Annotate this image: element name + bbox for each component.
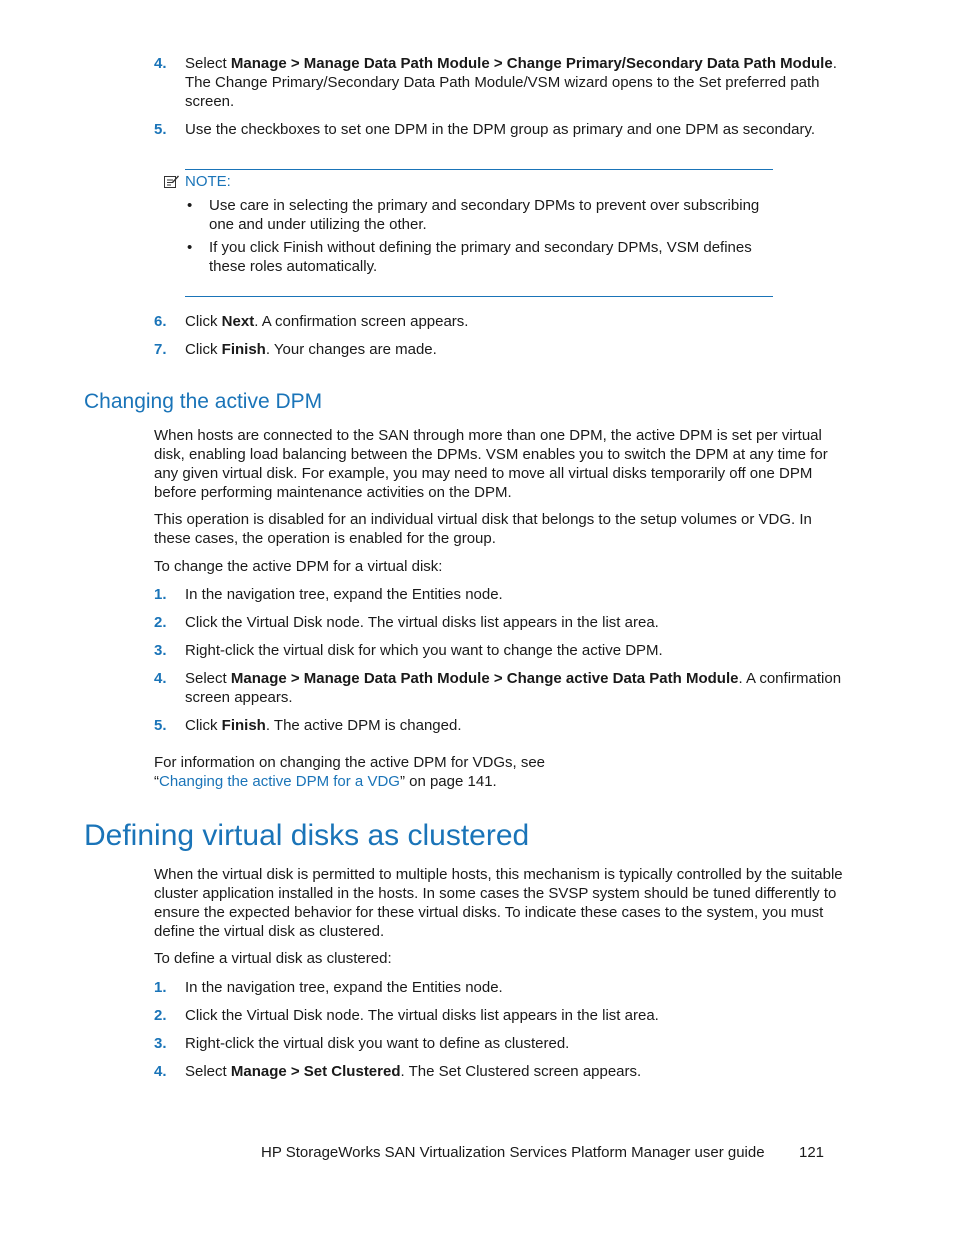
- cross-reference-link[interactable]: Changing the active DPM for a VDG: [159, 773, 400, 790]
- step-number: 7.: [154, 341, 167, 358]
- paragraph: When hosts are connected to the SAN through more than one DPM, the active DPM is set per virtual disk, enabling load balancing between the DPMs. VSM enables you to switch the DPM at any time for any given virtual disk. For example, you may need to move all virtual disks temporarily off one DPM before performing maintenance activities on the DPM.: [154, 427, 828, 501]
- footer-title: HP StorageWorks SAN Virtualization Services Platform Manager user guide: [261, 1144, 765, 1161]
- step-text: Use the checkboxes to set one DPM in the DPM group as primary and one DPM as secondary.: [185, 121, 816, 138]
- step-text: Right-click the virtual disk for which you want to change the active DPM.: [185, 642, 663, 659]
- step-text: Right-click the virtual disk you want to define as clustered.: [185, 1035, 570, 1052]
- step-text: In the navigation tree, expand the Entities node.: [185, 979, 503, 996]
- step-number: 5.: [154, 121, 167, 138]
- step-number: 3.: [154, 642, 167, 659]
- note-icon: [163, 173, 179, 189]
- step-number: 4.: [154, 670, 167, 687]
- step-text: Click Finish. The active DPM is changed.: [185, 717, 462, 734]
- step-number: 3.: [154, 1035, 167, 1052]
- paragraph: To change the active DPM for a virtual disk:: [154, 558, 443, 575]
- note-top-rule: [185, 169, 773, 170]
- step-number: 2.: [154, 1007, 167, 1024]
- step-text: Click Finish. Your changes are made.: [185, 341, 437, 358]
- page-number: 121: [799, 1144, 825, 1161]
- bullet-text: Use care in selecting the primary and secondary DPMs to prevent over subscribing one and under utilizing the other.: [209, 197, 760, 233]
- step-number: 6.: [154, 313, 167, 330]
- bullet-dot: •: [187, 239, 193, 256]
- step-text: Click the Virtual Disk node. The virtual disks list appears in the list area.: [185, 614, 659, 631]
- note-label: NOTE:: [185, 173, 231, 190]
- chapter-heading: Defining virtual disks as clustered: [84, 819, 530, 852]
- step-number: 5.: [154, 717, 167, 734]
- step-text: Select Manage > Manage Data Path Module > Change Primary/Secondary Data Path Module. The Change Primary/Secondary Data Path Module/VSM wizard opens to the Set preferred path screen.: [185, 55, 837, 110]
- paragraph: When the virtual disk is permitted to multiple hosts, this mechanism is typically controlled by the suitable cluster application installed in the hosts. In some cases the SVSP system should be tuned differently to ensure the expected behavior for these virtual disks. To indicate these cases to the system, you must define the virtual disk as clustered.: [154, 866, 843, 940]
- reference-text: For information on changing the active DPM for VDGs, see: [154, 754, 546, 771]
- step-number: 4.: [154, 55, 167, 72]
- step-text: Select Manage > Manage Data Path Module > Change active Data Path Module. A confirmation screen appears.: [185, 670, 842, 706]
- step-text: Click the Virtual Disk node. The virtual disks list appears in the list area.: [185, 1007, 659, 1024]
- step-number: 1.: [154, 979, 167, 996]
- section-heading: Changing the active DPM: [84, 390, 323, 413]
- step-number: 4.: [154, 1063, 167, 1080]
- step-text: In the navigation tree, expand the Entities node.: [185, 586, 503, 603]
- paragraph: To define a virtual disk as clustered:: [154, 950, 392, 967]
- step-number: 2.: [154, 614, 167, 631]
- note-bottom-rule: [185, 296, 773, 297]
- cross-reference: For information on changing the active DPM for VDGs, see “Changing the active DPM for a VDG” on page 141.: [154, 754, 546, 790]
- bullet-dot: •: [187, 197, 193, 214]
- bullet-text: If you click Finish without defining the primary and secondary DPMs, VSM defines these roles automatically.: [209, 239, 752, 275]
- paragraph: This operation is disabled for an individual virtual disk that belongs to the setup volumes or VDG. In these cases, the operation is enabled for the group.: [154, 511, 812, 547]
- step-text: Click Next. A confirmation screen appears.: [185, 313, 469, 330]
- step-text: Select Manage > Set Clustered. The Set Clustered screen appears.: [185, 1063, 642, 1080]
- step-number: 1.: [154, 586, 167, 603]
